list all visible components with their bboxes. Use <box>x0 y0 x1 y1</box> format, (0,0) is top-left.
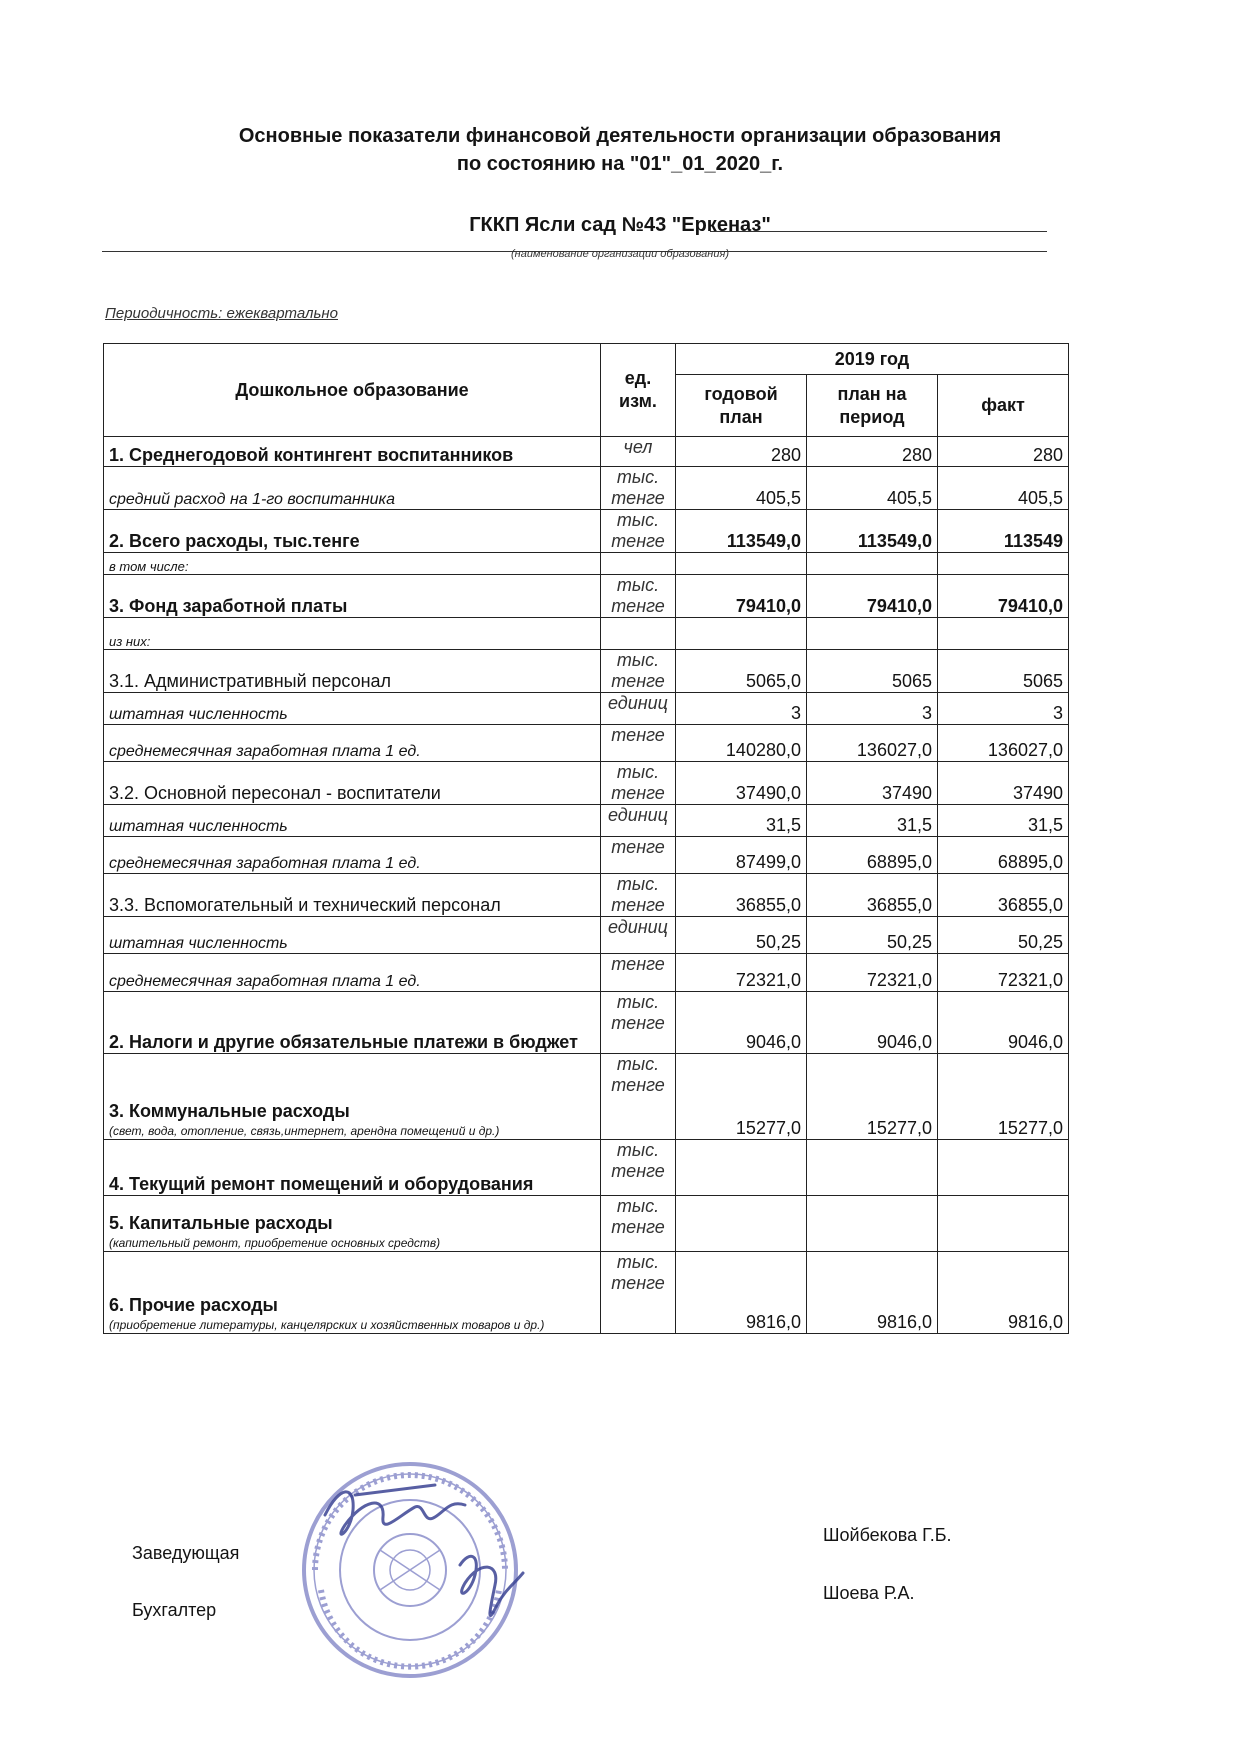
row-unit: тыс. тенге <box>601 510 676 553</box>
row-unit: тыс. тенге <box>601 762 676 805</box>
table-row <box>104 1196 1069 1252</box>
row-name-cell <box>104 437 601 467</box>
row-unit: тенге <box>601 837 676 874</box>
row-name: штатная численность <box>109 706 288 723</box>
row-value-period: 136027,0 <box>807 725 938 762</box>
table-row <box>104 693 1069 725</box>
table-row <box>104 762 1069 805</box>
row-value-fact: 50,25 <box>938 917 1069 954</box>
row-name-cell <box>104 954 601 992</box>
table-row <box>104 805 1069 837</box>
signature-name-director: Шойбекова Г.Б. <box>823 1525 952 1545</box>
row-value-period: 113549,0 <box>807 510 938 553</box>
row-name-cell <box>104 837 601 874</box>
row-value-annual <box>676 618 807 650</box>
row-value-period: 31,5 <box>807 805 938 837</box>
report-title-line2: по состоянию на "01"_01_2020_г. <box>456 153 784 175</box>
table-row <box>104 467 1069 510</box>
table-row <box>104 1252 1069 1334</box>
row-unit: тенге <box>601 954 676 992</box>
row-value-fact: 3 <box>938 693 1069 725</box>
row-value-period: 3 <box>807 693 938 725</box>
row-value-annual: 3 <box>676 693 807 725</box>
header-period-plan: план на период <box>807 375 938 437</box>
row-name: штатная численность <box>109 935 288 952</box>
row-name: среднемесячная заработная плата 1 ед. <box>109 855 421 872</box>
row-value-annual: 405,5 <box>676 467 807 510</box>
row-value-period <box>807 1196 938 1252</box>
row-value-annual <box>676 1140 807 1196</box>
table-row <box>104 510 1069 553</box>
row-value-annual: 31,5 <box>676 805 807 837</box>
row-name: 3.2. Основной пересонал - воспитатели <box>109 783 441 803</box>
row-unit: тыс. тенге <box>601 1054 676 1140</box>
row-value-fact: 15277,0 <box>938 1054 1069 1140</box>
row-value-fact: 68895,0 <box>938 837 1069 874</box>
row-value-annual: 37490,0 <box>676 762 807 805</box>
row-unit: единиц <box>601 917 676 954</box>
row-value-fact: 405,5 <box>938 467 1069 510</box>
row-value-fact <box>938 1196 1069 1252</box>
signature-role-director: Заведующая <box>132 1543 240 1563</box>
row-name-cell <box>104 693 601 725</box>
row-value-annual: 72321,0 <box>676 954 807 992</box>
row-name: в том числе: <box>109 559 189 574</box>
row-name: 3.1. Административный персонал <box>109 671 392 691</box>
row-value-fact <box>938 553 1069 575</box>
row-value-annual: 9046,0 <box>676 992 807 1054</box>
row-value-period: 9046,0 <box>807 992 938 1054</box>
row-value-period: 5065 <box>807 650 938 693</box>
row-name: средний расход на 1-го воспитанника <box>109 491 395 508</box>
row-name-cell <box>104 650 601 693</box>
row-unit: тыс. тенге <box>601 575 676 618</box>
organization-underline-right <box>710 231 1047 232</box>
row-value-period: 68895,0 <box>807 837 938 874</box>
row-name-cell <box>104 805 601 837</box>
row-unit: единиц <box>601 805 676 837</box>
organization-caption: (наименование организации образования) <box>511 248 729 260</box>
row-name: 5. Капитальные расходы <box>109 1213 333 1233</box>
row-name-cell <box>104 1252 601 1334</box>
official-stamp <box>285 1455 565 1685</box>
row-name-cell <box>104 992 601 1054</box>
row-value-annual: 15277,0 <box>676 1054 807 1140</box>
table-row <box>104 725 1069 762</box>
row-value-annual: 79410,0 <box>676 575 807 618</box>
row-value-period: 79410,0 <box>807 575 938 618</box>
row-name-cell <box>104 874 601 917</box>
row-value-period: 36855,0 <box>807 874 938 917</box>
row-value-fact: 280 <box>938 437 1069 467</box>
row-name: 2. Всего расходы, тыс.тенге <box>109 531 360 551</box>
row-unit: тыс. тенге <box>601 1252 676 1334</box>
table-row <box>104 954 1069 992</box>
row-name: 1. Среднегодовой контингент воспитанников <box>109 445 514 465</box>
row-value-period: 15277,0 <box>807 1054 938 1140</box>
row-note: (приобретение литературы, канцелярских и хозяйственных товаров и др.) <box>109 1318 545 1332</box>
row-value-fact: 79410,0 <box>938 575 1069 618</box>
row-name: среднемесячная заработная плата 1 ед. <box>109 743 421 760</box>
row-name-cell <box>104 1140 601 1196</box>
row-value-fact: 31,5 <box>938 805 1069 837</box>
table-row <box>104 553 1069 575</box>
table-header-row <box>104 344 1069 375</box>
row-value-fact: 72321,0 <box>938 954 1069 992</box>
row-unit: тыс. тенге <box>601 874 676 917</box>
row-name-cell <box>104 510 601 553</box>
table-row <box>104 874 1069 917</box>
row-value-annual: 36855,0 <box>676 874 807 917</box>
row-value-fact: 113549 <box>938 510 1069 553</box>
header-section-name: Дошкольное образование <box>104 344 601 437</box>
row-value-fact: 136027,0 <box>938 725 1069 762</box>
row-value-period: 72321,0 <box>807 954 938 992</box>
table-row <box>104 437 1069 467</box>
row-unit: тыс. тенге <box>601 1196 676 1252</box>
periodicity-label: Периодичность: ежеквартально <box>105 305 338 322</box>
report-title-line1: Основные показатели финансовой деятельности организации образования <box>238 125 1002 147</box>
header-annual-plan: годовой план <box>676 375 807 437</box>
row-value-annual <box>676 553 807 575</box>
row-unit: единиц <box>601 693 676 725</box>
row-value-annual: 113549,0 <box>676 510 807 553</box>
row-unit: тыс. тенге <box>601 467 676 510</box>
table-row <box>104 837 1069 874</box>
table-row <box>104 1054 1069 1140</box>
row-value-period <box>807 553 938 575</box>
row-value-fact: 9046,0 <box>938 992 1069 1054</box>
table-row <box>104 992 1069 1054</box>
row-name: 2. Налоги и другие обязательные платежи в бюджет <box>109 1032 578 1052</box>
row-name: из них: <box>109 634 151 649</box>
table-row <box>104 1140 1069 1196</box>
row-value-fact: 36855,0 <box>938 874 1069 917</box>
row-name-cell <box>104 725 601 762</box>
row-unit: тыс. тенге <box>601 650 676 693</box>
row-value-period: 405,5 <box>807 467 938 510</box>
row-name: 4. Текущий ремонт помещений и оборудования <box>109 1174 534 1194</box>
header-year: 2019 год <box>676 344 1069 375</box>
row-value-fact <box>938 1140 1069 1196</box>
row-name-cell <box>104 762 601 805</box>
row-name: 3. Коммунальные расходы <box>109 1101 350 1121</box>
row-value-fact: 9816,0 <box>938 1252 1069 1334</box>
table-row <box>104 618 1069 650</box>
row-unit <box>601 553 676 575</box>
row-value-annual: 280 <box>676 437 807 467</box>
row-name-cell <box>104 575 601 618</box>
table-row <box>104 575 1069 618</box>
row-value-annual: 140280,0 <box>676 725 807 762</box>
row-value-annual: 5065,0 <box>676 650 807 693</box>
row-unit <box>601 618 676 650</box>
row-name-cell <box>104 618 601 650</box>
row-name: 3. Фонд заработной платы <box>109 596 348 616</box>
row-name-cell <box>104 553 601 575</box>
signature-role-accountant: Бухгалтер <box>132 1600 217 1620</box>
row-name: штатная численность <box>109 818 288 835</box>
row-unit: тыс. тенге <box>601 992 676 1054</box>
row-name: 3.3. Вспомогательный и технический персонал <box>109 895 501 915</box>
row-unit: чел <box>601 437 676 467</box>
row-value-fact: 37490 <box>938 762 1069 805</box>
row-value-period: 280 <box>807 437 938 467</box>
row-name: среднемесячная заработная плата 1 ед. <box>109 973 421 990</box>
row-value-annual: 9816,0 <box>676 1252 807 1334</box>
row-note: (свет, вода, отопление, связь,интернет, арендна помещений и др.) <box>109 1124 500 1138</box>
row-value-period: 50,25 <box>807 917 938 954</box>
row-value-period <box>807 618 938 650</box>
row-value-fact: 5065 <box>938 650 1069 693</box>
row-unit: тенге <box>601 725 676 762</box>
header-fact: факт <box>938 375 1069 437</box>
row-note: (капительный ремонт, приобретение основных средств) <box>109 1236 441 1250</box>
row-value-annual: 87499,0 <box>676 837 807 874</box>
organization-name: ГККП Ясли сад №43 "Еркеназ" <box>469 214 771 236</box>
row-value-fact <box>938 618 1069 650</box>
table-row <box>104 917 1069 954</box>
row-value-period <box>807 1140 938 1196</box>
table-row <box>104 650 1069 693</box>
row-value-period: 9816,0 <box>807 1252 938 1334</box>
row-value-annual <box>676 1196 807 1252</box>
row-value-annual: 50,25 <box>676 917 807 954</box>
row-name: 6. Прочие расходы <box>109 1295 278 1315</box>
row-name-cell <box>104 917 601 954</box>
row-value-period: 37490 <box>807 762 938 805</box>
stamp-seal-icon <box>304 1464 516 1676</box>
financial-indicators-table <box>103 343 1069 1334</box>
row-name-cell <box>104 467 601 510</box>
signature-name-accountant: Шоева Р.А. <box>823 1583 915 1603</box>
header-unit: ед. изм. <box>601 344 676 437</box>
row-name-cell <box>104 1196 601 1252</box>
row-unit: тыс. тенге <box>601 1140 676 1196</box>
row-name-cell <box>104 1054 601 1140</box>
